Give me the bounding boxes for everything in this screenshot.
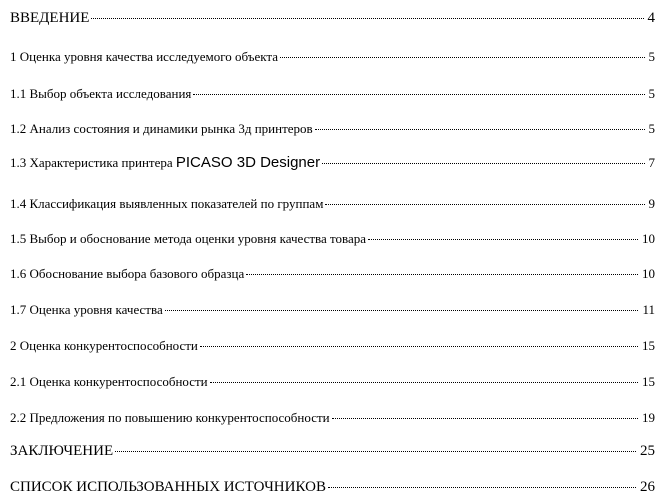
toc-entry-title: 2.1 Оценка конкурентоспособности xyxy=(10,374,208,389)
toc-entry-introduction[interactable] xyxy=(10,10,655,27)
toc-entry-page: 4 xyxy=(647,10,655,26)
toc-entry-2-1[interactable] xyxy=(10,374,655,390)
toc-entry-title: 1.1 Выбор объекта исследования xyxy=(10,86,192,101)
toc-entry-references[interactable] xyxy=(10,479,655,496)
toc-entry-title: ЗАКЛЮЧЕНИЕ xyxy=(10,443,114,459)
dot-leader xyxy=(315,129,645,130)
dot-leader xyxy=(246,274,638,275)
dot-leader xyxy=(210,382,638,383)
toc-entry-page: 10 xyxy=(642,231,655,246)
toc-entry-1-6[interactable] xyxy=(10,266,655,282)
toc-entry-page: 9 xyxy=(648,196,655,211)
dot-leader xyxy=(200,346,638,347)
toc-entry-page: 5 xyxy=(648,121,655,136)
toc-entry-1-5[interactable] xyxy=(10,231,655,247)
toc-entry-title: 1.4 Классификация выявленных показателей по группам xyxy=(10,196,324,211)
toc-entry-1[interactable] xyxy=(10,49,655,65)
toc-entry-page: 25 xyxy=(640,443,655,459)
toc-entry-page: 11 xyxy=(642,302,655,317)
toc-entry-title: 1.7 Оценка уровня качества xyxy=(10,302,163,317)
toc-entry-title: 1 Оценка уровня качества исследуемого объекта xyxy=(10,49,279,64)
toc-entry-conclusion[interactable] xyxy=(10,443,655,460)
toc-entry-1-1[interactable] xyxy=(10,86,655,102)
dot-leader xyxy=(325,204,644,205)
dot-leader xyxy=(328,487,636,488)
toc-entry-title-product: PICASO 3D Designer xyxy=(175,154,321,171)
toc-entry-1-7[interactable] xyxy=(10,302,655,318)
toc-entry-title: 1.5 Выбор и обоснование метода оценки уровня качества товара xyxy=(10,231,367,246)
toc-entry-1-4[interactable] xyxy=(10,196,655,212)
toc-entry-1-3[interactable] xyxy=(10,154,655,171)
toc-entry-page: 5 xyxy=(648,49,655,64)
toc-entry-page: 15 xyxy=(642,338,655,353)
toc-entry-title: СПИСОК ИСПОЛЬЗОВАННЫХ ИСТОЧНИКОВ xyxy=(10,479,326,495)
toc-entry-2[interactable] xyxy=(10,338,655,354)
dot-leader xyxy=(193,94,644,95)
toc-entry-title-main: 1.3 Характеристика принтера xyxy=(10,155,176,170)
toc-entry-title: 2.2 Предложения по повышению конкурентоспособности xyxy=(10,410,330,425)
dot-leader xyxy=(280,57,644,58)
toc-entry-page: 5 xyxy=(648,86,655,101)
toc-entry-title xyxy=(10,154,320,171)
toc-entry-page: 26 xyxy=(640,479,655,495)
toc-entry-1-2[interactable] xyxy=(10,121,655,137)
toc-entry-title: 1.6 Обоснование выбора базового образца xyxy=(10,266,245,281)
toc-entry-page: 15 xyxy=(642,374,655,389)
dot-leader xyxy=(332,418,638,419)
dot-leader xyxy=(322,163,644,164)
toc-entry-title: 1.2 Анализ состояния и динамики рынка 3д принтеров xyxy=(10,121,313,136)
toc-entry-2-2[interactable] xyxy=(10,410,655,426)
dot-leader xyxy=(115,451,636,452)
dot-leader xyxy=(165,310,639,311)
toc-entry-page: 19 xyxy=(642,410,655,425)
toc-entry-page: 10 xyxy=(642,266,655,281)
dot-leader xyxy=(91,18,643,19)
toc-entry-title: ВВЕДЕНИЕ xyxy=(10,10,90,26)
toc-entry-title: 2 Оценка конкурентоспособности xyxy=(10,338,198,353)
toc-entry-page: 7 xyxy=(648,155,655,170)
dot-leader xyxy=(368,239,638,240)
